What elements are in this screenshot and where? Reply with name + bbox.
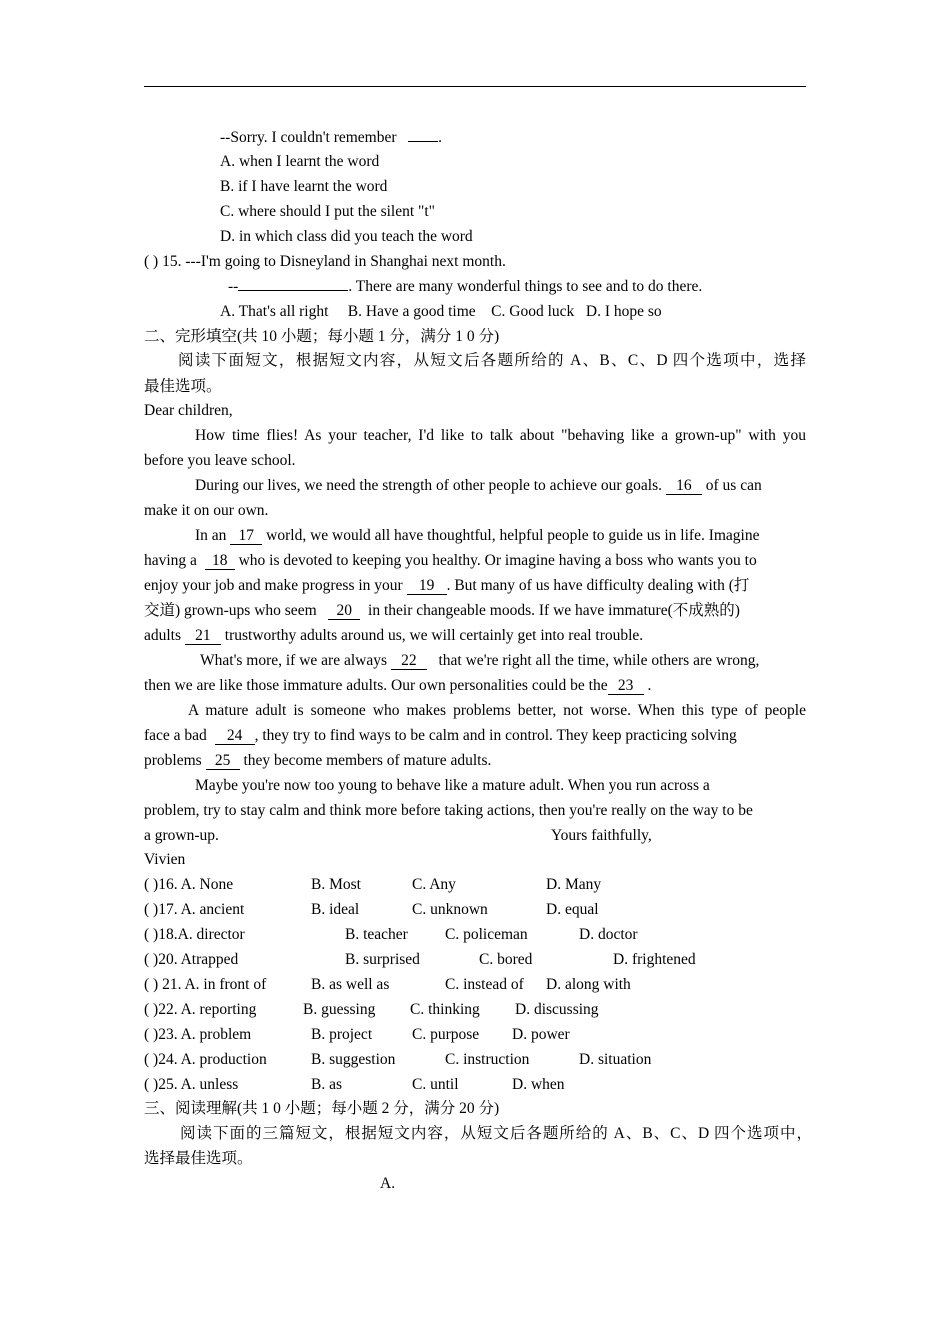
q15-options: [220, 302, 662, 322]
blank-19: 19: [407, 577, 447, 595]
blank-22: 22: [391, 652, 427, 670]
choice-row-18: ( )18.A. director B. teacher C. policeman D. doctor: [144, 926, 638, 943]
q15-question: ( ) 15. ---I'm going to Disneyland in Shanghai next month.: [144, 253, 506, 270]
letter-p3-line5: adults 21 trustworthy adults around us, we will certainly get into real trouble.: [144, 627, 644, 644]
blank-23: 23: [608, 677, 644, 695]
letter-p1-line1: How time flies! As your teacher, I'd like to talk about "behaving like a grown-up" with you: [195, 427, 806, 444]
letter-p4-line1: What's more, if we are always 22 that we're right all the time, while others are wrong,: [200, 652, 760, 669]
section3-instruction-line2: 选择最佳选项。: [144, 1150, 253, 1167]
letter-p4-line2: then we are like those immature adults. Our own personalities could be the 23 .: [144, 677, 652, 694]
blank-21: 21: [185, 627, 221, 645]
blank-17: 17: [230, 527, 262, 545]
blank-24: 24: [215, 727, 255, 745]
letter-p3-line1: In an 17 world, we would all have thoughtful, helpful people to guide us in life. Imagine: [195, 527, 760, 544]
letter-salutation: Dear children,: [144, 402, 233, 419]
blank-20: 20: [328, 602, 360, 620]
letter-p6-line3: a grown-up.: [144, 827, 219, 844]
section3-part-a-label: A.: [380, 1175, 396, 1192]
q15-option-b: B. Have a good time: [347, 303, 476, 320]
letter-p3-line3: enjoy your job and make progress in your 19 . But many of us have difficulty dealing with (打: [144, 577, 750, 594]
choice-row-22: ( )22. A. reporting B. guessing C. thinking D. discussing: [144, 1001, 599, 1018]
q14-response: --Sorry. I couldn't remember .: [220, 129, 443, 146]
choice-row-25: ( )25. A. unless B. as C. until D. when: [144, 1076, 565, 1093]
choice-row-16: ( )16. A. None B. Most C. Any D. Many: [144, 876, 602, 893]
q15-option-d: D. I hope so: [585, 303, 662, 320]
blank-16: 16: [666, 477, 702, 495]
letter-closing: Yours faithfully,: [551, 827, 652, 844]
q14-option-c: C. where should I put the silent "t": [220, 203, 435, 220]
choice-row-20: ( )20. Atrapped B. surprised C. bored D. frightened: [144, 951, 696, 968]
q15-response: -- . There are many wonderful things to see and to do there.: [228, 278, 703, 295]
choice-row-23: ( )23. A. problem B. project C. purpose D. power: [144, 1026, 570, 1043]
q14-blank: [408, 141, 438, 142]
section3-heading: 三、阅读理解(共 1 0 小题；每小题 2 分，满分 20 分): [144, 1100, 500, 1117]
letter-p5-line2: face a bad 24 , they try to find ways to be calm and in control. They keep practicing solving: [144, 727, 737, 744]
q14-option-d: D. in which class did you teach the word: [220, 228, 473, 245]
letter-p5-line1: A mature adult is someone who makes problems better, not worse. When this type of people: [188, 702, 806, 719]
letter-p3-line2: having a 18 who is devoted to keeping you healthy. Or imagine having a boss who wants you to: [144, 552, 757, 569]
letter-p2-line2: make it on our own.: [144, 502, 269, 519]
choice-row-24: ( )24. A. production B. suggestion C. instruction D. situation: [144, 1051, 652, 1068]
q15-option-a: A. That's all right: [220, 303, 329, 320]
section3-instruction-line1: 阅读下面的三篇短文，根据短文内容，从短文后各题所给的 A、B、C、D 四个选项中，: [180, 1125, 812, 1142]
blank-18: 18: [205, 552, 235, 570]
q15-blank: [238, 290, 348, 291]
letter-p6-line1: Maybe you're now too young to behave like a mature adult. When you run across a: [195, 777, 710, 794]
letter-p1-line2: before you leave school.: [144, 452, 296, 469]
section2-heading: 二、完形填空(共 10 小题；每小题 1 分，满分 1 0 分): [144, 328, 500, 345]
letter-p6-line2: problem, try to stay calm and think more before taking actions, then you're really on the way to be: [144, 802, 753, 819]
choice-row-17: ( )17. A. ancient B. ideal C. unknown D. equal: [144, 901, 599, 918]
letter-p3-line4: 交道) grown-ups who seem 20 in their changeable moods. If we have immature(不成熟的): [144, 602, 740, 619]
choice-row-21: ( ) 21. A. in front of B. as well as C. instead of D. along with: [144, 976, 631, 993]
q14-option-a: A. when I learnt the word: [220, 153, 380, 170]
blank-25: 25: [206, 752, 240, 770]
letter-p5-line3: problems 25 they become members of mature adults.: [144, 752, 492, 769]
section2-instruction-line2: 最佳选项。: [144, 378, 222, 395]
q15-option-c: C. Good luck: [491, 303, 575, 320]
q14-option-b: B. if I have learnt the word: [220, 178, 388, 195]
header-rule: [144, 86, 806, 87]
section2-instruction-line1: 阅读下面短文，根据短文内容，从短文后各题所给的 A、B、C、D 四个选项中，选择: [178, 352, 806, 369]
letter-p2-line1: During our lives, we need the strength of other people to achieve our goals. 16 of us can: [195, 477, 762, 494]
letter-signature: Vivien: [144, 851, 186, 868]
